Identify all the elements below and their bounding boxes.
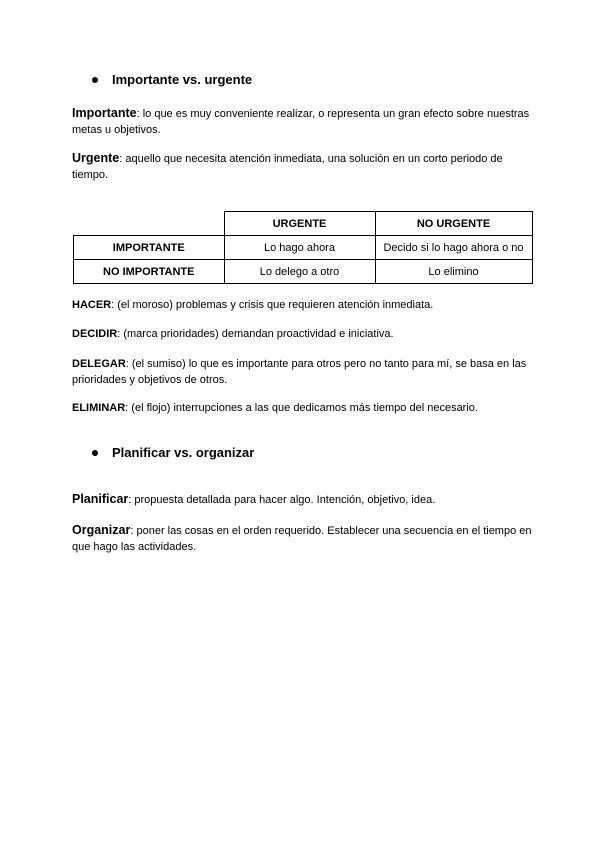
bullet-icon — [92, 77, 98, 83]
action-text: : (marca prioridades) demandan proactividad e iniciativa. — [117, 328, 394, 340]
definition-text: : propuesta detallada para hacer algo. Intención, objetivo, idea. — [128, 494, 436, 506]
definition-urgente — [72, 150, 532, 183]
table-row — [74, 236, 533, 260]
row-header-importante: IMPORTANTE — [74, 236, 225, 260]
section-heading-importante-urgente — [92, 72, 252, 87]
section-heading-planificar-organizar — [92, 445, 254, 460]
action-term: DELEGAR — [72, 358, 126, 370]
column-header-urgente: URGENTE — [224, 212, 375, 236]
column-header-no-urgente: NO URGENTE — [375, 212, 532, 236]
definition-planificar — [72, 491, 532, 508]
table-header-row — [74, 212, 533, 236]
bullet-icon — [92, 450, 98, 456]
definition-text: : lo que es muy conveniente realizar, o representa un gran efecto sobre nuestras metas u objetivos. — [72, 108, 530, 136]
table-cell: Lo elimino — [375, 260, 532, 284]
table-cell: Lo delego a otro — [224, 260, 375, 284]
table-cell: Decido si lo hago ahora o no — [375, 236, 532, 260]
action-text: : (el sumiso) lo que es importante para otros pero no tanto para mí, se basa en las prioridades y objetivos de otros. — [72, 358, 527, 386]
action-term: ELIMINAR — [72, 402, 126, 414]
row-header-no-importante: NO IMPORTANTE — [74, 260, 225, 284]
table-corner-cell — [74, 212, 225, 236]
action-term: HACER — [72, 299, 112, 311]
definition-text: : poner las cosas en el orden requerido. Establecer una secuencia en el tiempo en que hago las actividades. — [72, 525, 532, 553]
definition-term: Organizar — [72, 523, 131, 537]
definition-term: Urgente — [72, 151, 120, 165]
definition-term: Importante — [72, 106, 137, 120]
definition-importante — [72, 105, 532, 138]
action-eliminar — [72, 400, 532, 416]
table-cell: Lo hago ahora — [224, 236, 375, 260]
definition-text: : aquello que necesita atención inmediata, una solución en un corto periodo de tiempo. — [72, 153, 503, 181]
definition-organizar — [72, 522, 532, 555]
action-hacer — [72, 297, 532, 313]
definition-term: Planificar — [72, 492, 129, 506]
section-heading-text: Planificar vs. organizar — [112, 445, 255, 460]
action-delegar — [72, 356, 532, 388]
action-term: DECIDIR — [72, 328, 118, 340]
action-text: : (el flojo) interrupciones a las que dedicamos más tiempo del necesario. — [125, 402, 478, 414]
action-text: : (el moroso) problemas y crisis que requieren atención inmediata. — [111, 299, 434, 311]
section-heading-text: Importante vs. urgente — [112, 72, 253, 87]
action-decidir — [72, 326, 532, 342]
table-row — [74, 260, 533, 284]
eisenhower-matrix-table — [73, 211, 533, 284]
